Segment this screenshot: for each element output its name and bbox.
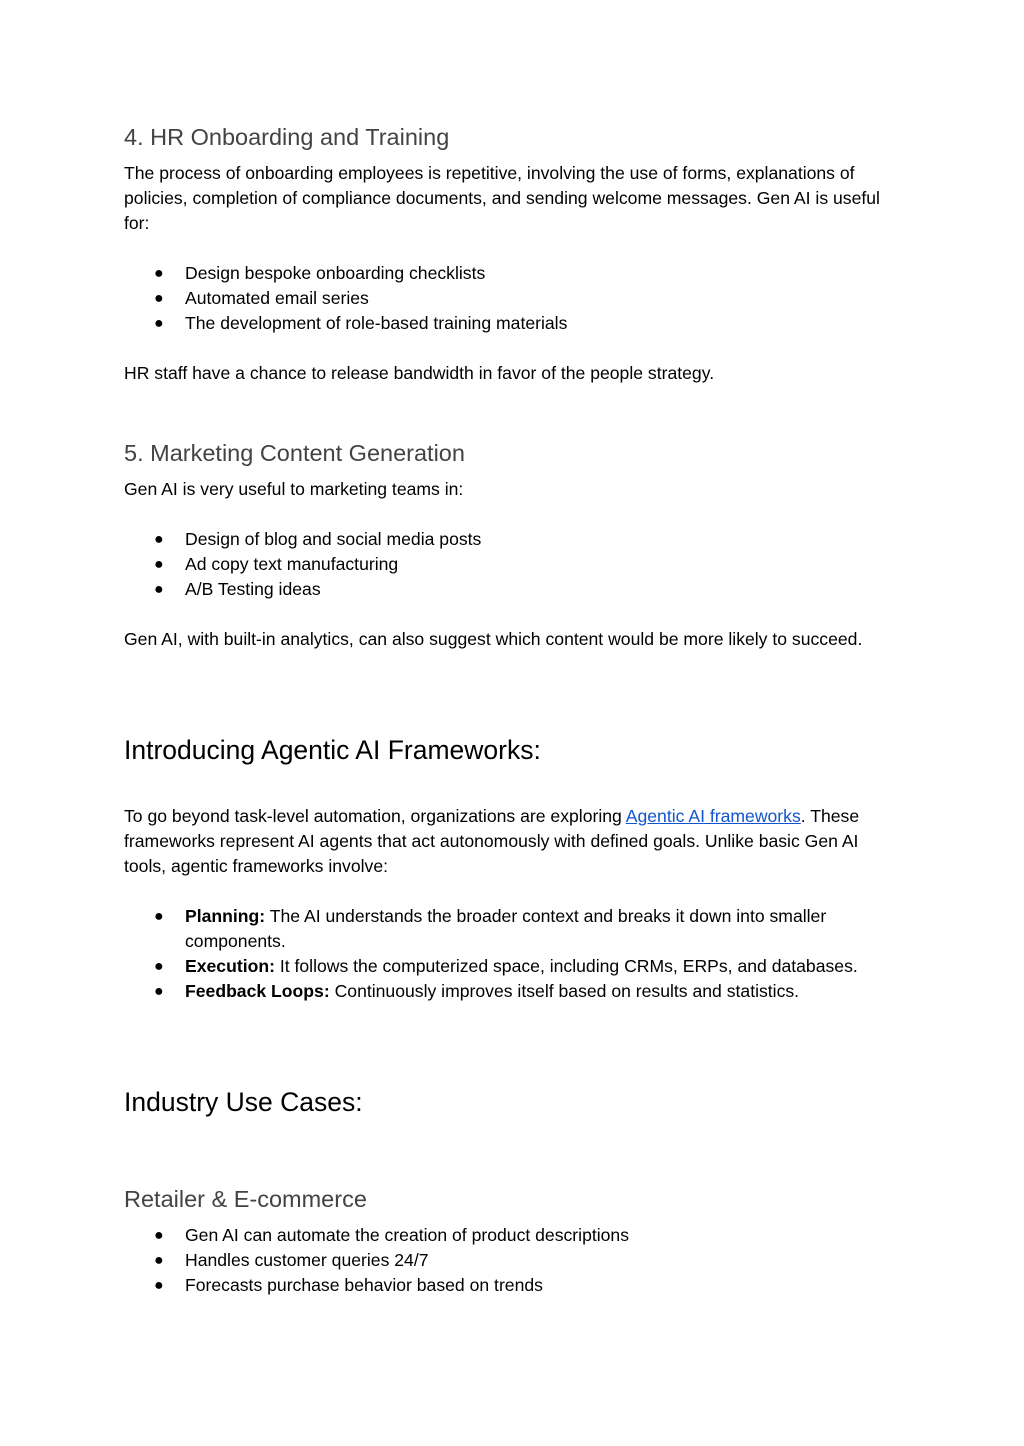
bullet-icon: ● <box>154 581 164 598</box>
bullet-icon: ● <box>154 290 164 307</box>
hr-heading: 4. HR Onboarding and Training <box>124 124 450 150</box>
list-item: ● Planning: The AI understands the broader context and breaks it down into smaller components. <box>154 906 827 951</box>
list-item: ● Handles customer queries 24/7 <box>124 1248 894 1273</box>
bullet-icon: ● <box>154 315 164 332</box>
agentic-ai-frameworks-link[interactable]: Agentic AI frameworks <box>625 806 801 826</box>
term-feedback-loops: Feedback Loops: <box>185 981 330 1001</box>
bullet-icon: ● <box>154 958 164 975</box>
retail-list <box>124 1223 894 1298</box>
agentic-list <box>124 904 894 1004</box>
list-item: ● Design of blog and social media posts <box>124 527 894 552</box>
list-item: ● Automated email series <box>124 286 894 311</box>
industry-heading: Industry Use Cases: <box>124 1087 363 1117</box>
bullet-icon: ● <box>154 908 164 925</box>
retail-heading: Retailer & E-commerce <box>124 1186 367 1212</box>
bullet-icon: ● <box>154 531 164 548</box>
agentic-heading: Introducing Agentic AI Frameworks: <box>124 735 541 765</box>
bullet-icon: ● <box>154 983 164 1000</box>
term-planning: Planning: <box>185 906 266 926</box>
marketing-outro: Gen AI, with built-in analytics, can also suggest which content would be more likely to succeed. <box>124 629 863 649</box>
hr-intro: The process of onboarding employees is repetitive, involving the use of forms, explanations of policies, completion of compliance documents, and sending welcome messages. Gen AI is useful for: <box>124 163 880 233</box>
list-item: ● Forecasts purchase behavior based on trends <box>124 1273 894 1298</box>
bullet-icon: ● <box>154 1227 164 1244</box>
list-item: ● Gen AI can automate the creation of product descriptions <box>124 1223 894 1248</box>
marketing-heading: 5. Marketing Content Generation <box>124 440 465 466</box>
list-item: ● Design bespoke onboarding checklists <box>124 261 894 286</box>
bullet-icon: ● <box>154 1277 164 1294</box>
hr-outro: HR staff have a chance to release bandwidth in favor of the people strategy. <box>124 363 715 383</box>
bullet-icon: ● <box>154 1252 164 1269</box>
list-item: ● A/B Testing ideas <box>124 577 894 602</box>
marketing-list <box>124 527 894 602</box>
hr-list <box>124 261 894 336</box>
list-item: ● Ad copy text manufacturing <box>124 552 894 577</box>
bullet-icon: ● <box>154 556 164 573</box>
list-item: ● Feedback Loops: Continuously improves itself based on results and statistics. <box>124 979 894 1004</box>
term-execution: Execution: <box>185 956 275 976</box>
marketing-intro: Gen AI is very useful to marketing teams in: <box>124 479 464 499</box>
list-item: ● The development of role-based training materials <box>124 311 894 336</box>
agentic-intro: To go beyond task-level automation, organizations are exploring Agentic AI frameworks. These frameworks represent AI agents that act autonomously with defined goals. Unlike basic Gen AI tools, agentic frameworks involve: <box>124 806 860 876</box>
bullet-icon: ● <box>154 265 164 282</box>
list-item: ● Execution: It follows the computerized space, including CRMs, ERPs, and databases. <box>124 954 894 979</box>
